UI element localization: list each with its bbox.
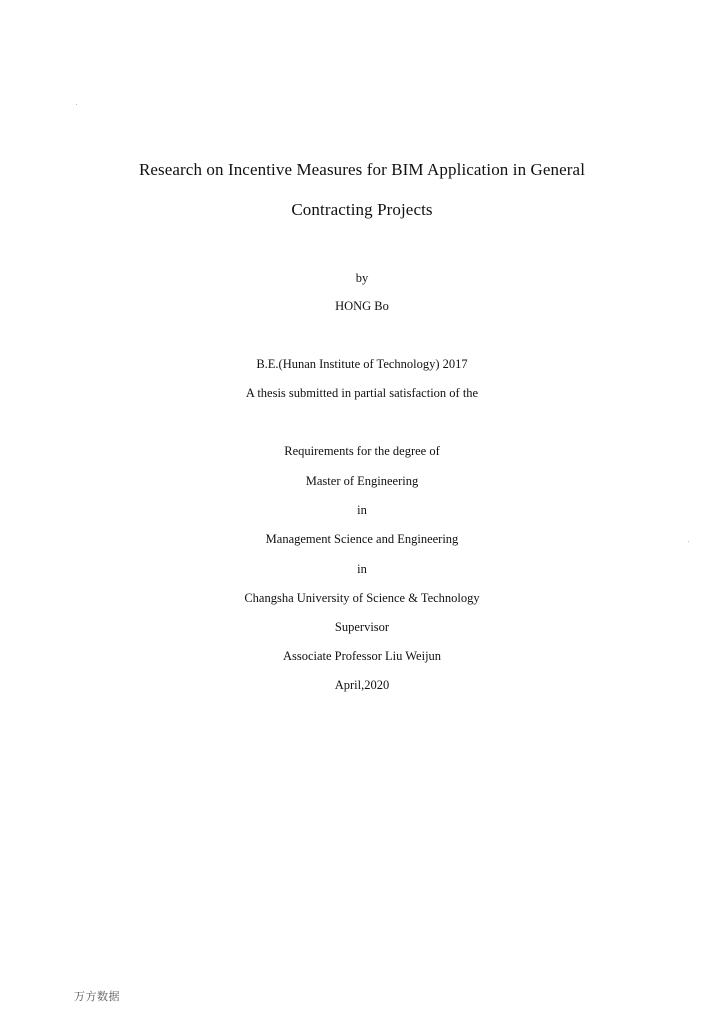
watermark: 万方数据 xyxy=(74,990,120,1003)
thesis-statement: A thesis submitted in partial satisfaction of the xyxy=(245,386,479,400)
supervisor-label: Supervisor xyxy=(334,620,390,634)
by-label: by xyxy=(355,271,369,285)
scan-speck xyxy=(76,104,77,105)
supervisor-name: Associate Professor Liu Weijun xyxy=(282,649,442,663)
submission-date: April,2020 xyxy=(334,678,390,692)
author-name: HONG Bo xyxy=(335,299,389,313)
university-name: Changsha University of Science & Technology xyxy=(244,591,480,605)
thesis-title-line-2: Contracting Projects xyxy=(291,200,433,219)
discipline-name: Management Science and Engineering xyxy=(265,532,459,546)
degree-name: Master of Engineering xyxy=(305,474,419,488)
scan-speck xyxy=(688,541,689,542)
in-label-1: in xyxy=(357,503,367,517)
prior-degree: B.E.(Hunan Institute of Technology) 2017 xyxy=(256,357,468,371)
degree-requirements: Requirements for the degree of xyxy=(284,444,440,458)
in-label-2: in xyxy=(357,562,367,576)
thesis-title-line-1: Research on Incentive Measures for BIM Application in General xyxy=(138,160,586,179)
